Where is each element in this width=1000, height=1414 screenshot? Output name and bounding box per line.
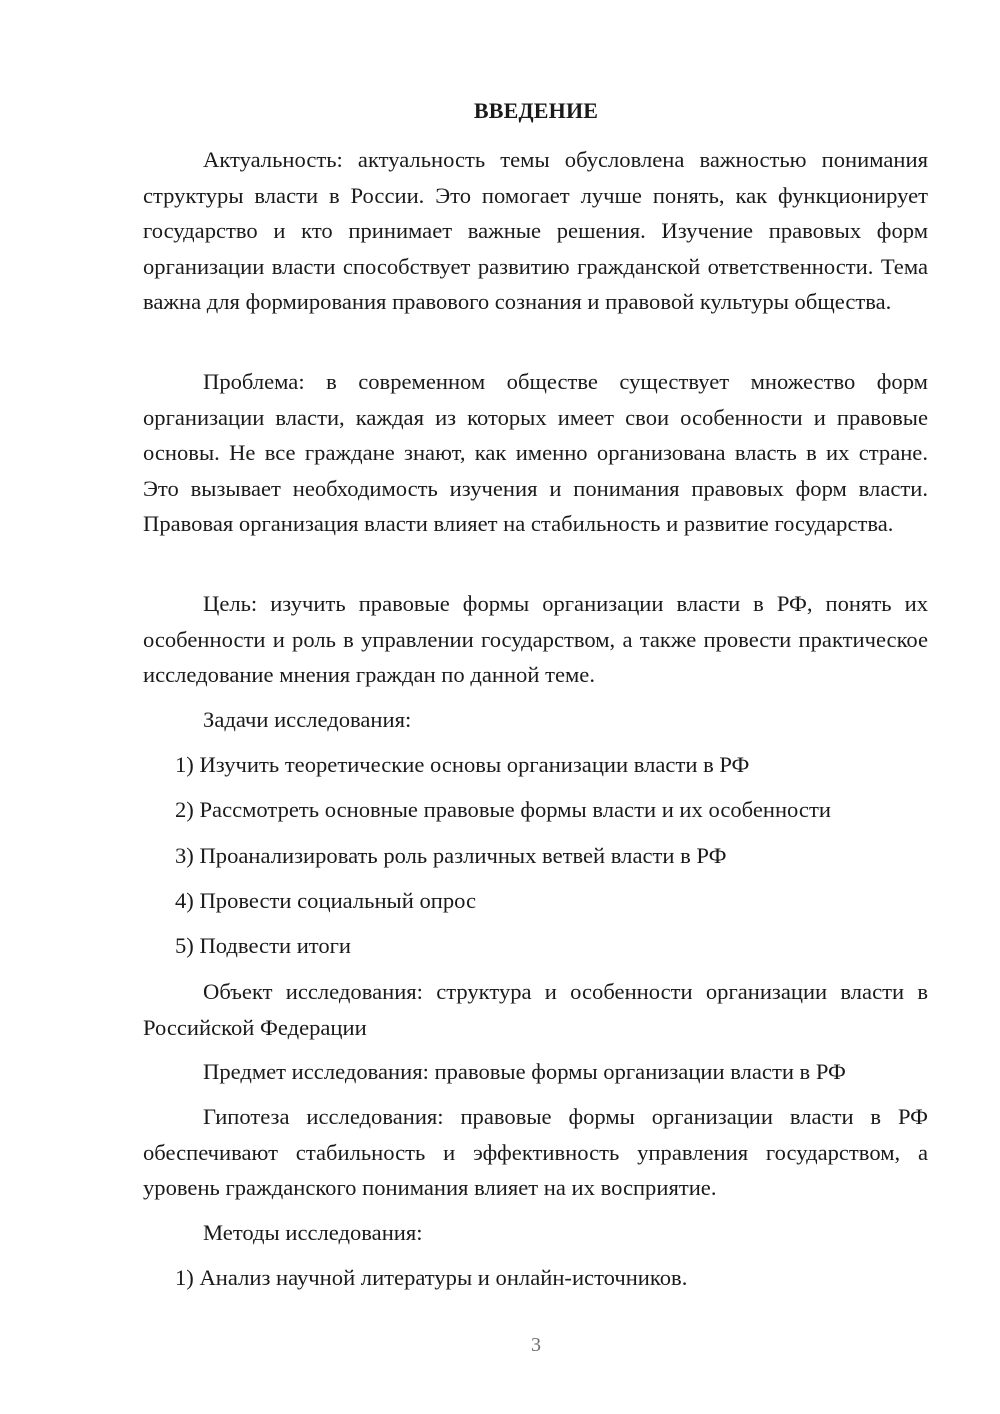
paragraph-hypothesis: Гипотеза исследования: правовые формы организации власти в РФ обеспечивают стабильность и эффективность управления государством, а уровень гражданского понимания влияет на их восприятие.: [143, 1104, 928, 1200]
list-item: 4) Провести социальный опрос: [175, 888, 477, 913]
paragraph-object: Объект исследования: структура и особенности организации власти в Российской Федерации: [143, 979, 928, 1040]
methods-heading: Методы исследования:: [203, 1220, 423, 1245]
page-title: ВВЕДЕНИЕ: [473, 98, 599, 123]
page-number: 3: [531, 1334, 541, 1356]
list-item: 5) Подвести итоги: [175, 933, 352, 958]
paragraph-relevance: Актуальность: актуальность темы обусловлена важностью понимания структуры власти в России. Это помогает лучше понять, как функционирует государство и кто принимает важные решения. Изучение правовых форм организации власти способствует развитию гражданской ответственности. Тема важна для формирования правового сознания и правовой культуры общества.: [143, 147, 928, 314]
paragraph-problem: Проблема: в современном обществе существует множество форм организации власти, каждая из которых имеет свои особенности и правовые основы. Не все граждане знают, как именно организована власть в их стране. Это вызывает необходимость изучения и понимания правовых форм власти. Правовая организация власти влияет на стабильность и развитие государства.: [143, 369, 928, 536]
tasks-heading: Задачи исследования:: [203, 707, 412, 732]
list-item: 1) Анализ научной литературы и онлайн-источников.: [175, 1265, 688, 1290]
list-item: 2) Рассмотреть основные правовые формы власти и их особенности: [175, 797, 831, 822]
paragraph-subject: Предмет исследования: правовые формы организации власти в РФ: [203, 1059, 846, 1084]
list-item: 1) Изучить теоретические основы организации власти в РФ: [175, 752, 750, 777]
paragraph-goal: Цель: изучить правовые формы организации власти в РФ, понять их особенности и роль в управлении государством, а также провести практическое исследование мнения граждан по данной теме.: [143, 591, 928, 687]
list-item: 3) Проанализировать роль различных ветвей власти в РФ: [175, 843, 727, 868]
